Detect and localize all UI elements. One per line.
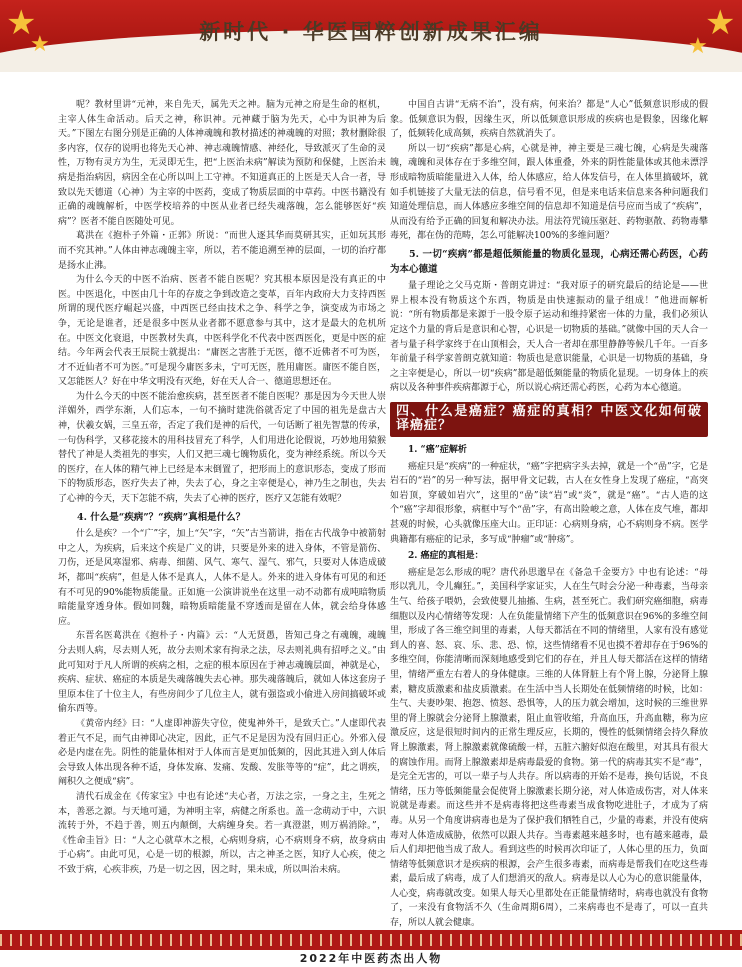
footer-text: 2022年中医药杰出人物 [299, 952, 443, 965]
paragraph: 癌症只是“疾病”的一种症状，“癌”字把病字头去掉，就是一个“嵒”字，它是岩石的“岩”的另一种写法，据甲骨文记载，古人在女性身上发现了癌症，“高突如岩顶，穿破如岩穴”，这里的“嵒”读“岩”或“炎”，就是“癌”。“古人造的这个“癌”字却很形象，病框中写个“嵒”字，有高出险峻之意，人体在皮气堆，都却甚观的时候，心头就像压座大山。正印证：心病则身病，心不病则身不病。医学典籍都有癌症的记录，多写成“肿瘤”或“肿疡”。 [390, 461, 708, 545]
question-heading: 5. 一切“疾病”都是超低频能量的物质化显现，心病还需心药医，心药为本心德道 [390, 248, 708, 275]
paragraph: 中国自古讲“无病不治”，没有病，何来治？都是“人心”低频意识形成的假象。低频意识为假，因缘生灭，所以低频意识形成的疾病也是假象，因缘化解了，低频转化成高频，疾病自然就消失了。 [390, 100, 708, 140]
paragraph: 《黄帝内经》曰：“人虚即神游失守位，使鬼神外干，是致夭亡。”人虚即代表着正气不足，而气由神即心决定，因此，正气不足是因为没有回归正心。外邪入侵必是内虚在先。阴性的能量体相对于人体而言是更加低频的，因此其进入到人体后会导致人体出现各种不适，身体发麻、发痛、发酸、发胀等等的“症”，此之谓疾，阐积久之便成“病”。 [58, 718, 386, 788]
star-icon: ★ [705, 3, 736, 43]
paragraph: 量子理论之父马克斯・普朗克讲过：“我对原子的研究最后的结论是——世界上根本没有物质这个东西，物质是由快速振动的量子组成！”他进而解析说：“所有物质都是来源于一股令原子运动和维持紧密一体的力量，我们必须认定这个力量的背后是意识和心智，心识是一切物质的基础。”就像中国的天人合一者与量子科学家终于在山顶相会，天人合一者却在那里静静等候几千年。一百多年前量子科学家普朗克就知道：物质也是意识能量，心识是一切物质的基础，身之主宰便是心，所以一切“疾病”都是超低频能量的物质化显现。一切身体上的疾病以及各种事件疾病都源于心，所以说心病还需心药医，心药为本心德道。 [390, 281, 708, 394]
header-banner [0, 0, 742, 72]
page-title: 新时代 · 华医国粹创新成果汇编 [199, 20, 543, 44]
left-column [58, 98, 386, 877]
section-heading: 四、什么是癌症？癌症的真相？中医文化如何破译癌症？ [390, 402, 708, 437]
paragraph: 所以一切“疾病”都是心病，心就是神，神主要是三魂七魄，心病是失魂落魄，魂魄和灵体存在于多维空间，跟人体重叠，外来的阴性能量体或其他未漂浮形成暗物质暗能量进入人体，给人体感应，给人体发信号，在人体里搞破坏，就如手机链接了大量无法的信息，信号看不见，但是来电话来信息来各种问题我们知道处理信息，而人体感应多维空间的信息却不知道是信号应而当成了“疾病”，从而没有给予正确的回复和解决办法。用法符咒镜压驱赶、药物驱散、药物毒攀毒死，都在伪的范畴，怎么可能解决100%的多维问题？ [390, 143, 708, 242]
paragraph: 为什么今天的中医不能治愈疾病，甚至医者不能自医呢？那是因为今天世人崇洋媚外，西学东渐，人们忘本，一句不摘时建洗俗就否定了中国的祖先是盘古大神，伏羲女娲，三皇五帝，否定了我们是神的后代，一句话断了祖先智慧的传承，一句伪科学，又移花接木的用科技冒充了科学，人们用进化论假说，巧妙地用猿猴替代了神是人类祖先的事实，人们又把三魂七魄物质化，变为神经系统。所以今天的医疗，在人体的精气神上已经是本末倒置了，把形而上的意识形态，变成了形而下的物质形态，医疗失去了神，失去了心，身之主宰便是心，神乃生之制也，失去了心神的今天，天下怎能不病，失去了心神的医疗，医疗又怎能有效呢？ [58, 391, 386, 505]
star-icon: ★ [30, 32, 50, 57]
paragraph: 呢？教材里讲“元神，来自先天，属先天之神。脑为元神之府是生命的枢机，主宰人体生命活动。后天之神，称识神。元神藏于脑为先天，心中为识神为后天。”下图左右图分别是正确的人体神魂魄和教材描述的神魂魄的对照；教材删除很多内容，仅存的说明也将先天心神、神志魂魄情感、神经化，导致派灭了生命的灵性，万物有灵方为生，无灵即无生，把“上医治未病”解读为预防和保健，上医治未病是指治病因，病因全在心所以叫上工守神。不知道真正的上医是天人合一者，导致以先天德道（心神）为主宰的中医药，变成了物质层面的中草药。中医书籍没有正确的魂魄解析，中医学校培养的中医从业者已经失魂落魄，怎么能够医好“疾病”？医者不能自医随处可见。 [58, 100, 386, 227]
paragraph: 为什么今天的中医不治病、医者不能自医呢？究其根本原因是没有真正的中医。中医退化，中医由几十年的存废之争到改造之变革，百年内政府大力支持西医所谓的现代医疗崛起兴盛，中西医已经由技术之争、科学之争，演变成为市场之争，无论是谁者，还是很多中医从业者都不愿意参与其中，这才是最大的危机所在。中医文化衰退，中医教材失真，中医科学化不代表中医西医化，更是中医的症结。今年两会代表王辰院士就提出：“庸医之害胜于无医，德不近佛者不可为医，才不近仙者不可为医。”可是现今庸医多未，宁可无医，胜用庸医。庸医不能自医，又怎能医人？好在中华文明没有灭绝，好在天人合一、德道思想还在。 [58, 275, 386, 388]
paragraph: 葛洪在《抱朴子外篇・正郭》所说：“而世人逐其华而莫研其实，正如玩其形而不究其神。”人体由神志魂魄主宰，所以，若不能追溯至神的层面，一切的治疗都是扬水止沸。 [58, 231, 386, 271]
right-column [390, 98, 708, 931]
subheading: 2. 癌症的真相是： [408, 551, 484, 562]
paragraph: 癌症是怎么形成的呢？唐代孙思邈早在《备急千金要方》中也有论述：“母形以乳儿，令儿癫狂。”，美国科学家证实，人在生气时会分泌一种毒素，当母亲生气、给孩子喂奶，会致使婴儿抽搐、生病，甚至死亡。我们研究癌细胞，病毒细胞以及内心情绪等发现：人在负能量情绪下产生的低频意识在96%的多维空间里，形成了各三维空间里的毒素，人每天都活在不同的情绪里，人家有没有感觉到人的喜、怒、哀、乐、悲、恐、惊，这些情绪看不见也摸不着却存在于96%的多维空间，你能清晰而深刻地感受到它们的存在，并且人每天都活在这样的情绪里，情绪严重左右着人的身体健康。三维的人体肾脏上有个肾上腺，分泌肾上腺素，糖皮质激素和盐皮质激素。在生活中当人长期处在低频情绪的时候，比如：生气、夫妻吵架、抱怨、愤怒、恐惧等，人的压力就会增加，这时候的三维世界里的肾上腺就会分泌肾上腺激素，阻止血管收缩，升高血压，升高血糖，称为应激反应，这是很短时间内的正常生理反应，长期的，慢性的低频情绪会持久释放肾上腺激素，肾上腺激素就像硫酸一样，五脏六腑好似泡在酸里，对其具有很大的腐蚀作用。而肾上腺激素却是病毒最爱的食物。第一代的病毒其实不是“毒”，是完全无害的，可以一辈子与人共存。所以病毒的开始不是毒，换句话说，不良情绪，压力等低频能量会促使肾上腺激素长期分泌，对人体造成伤害，对人体来说就是毒素。而这些并不是病毒将把这些毒素当成食物吃进肚子，才成为了病毒。从另一个角度讲病毒也是为了保护我们牺牲自己，少量的毒素，并没有使病毒对人体造成威胁，依然可以跟人共存。当毒素越来越多时，也有越来越毒，最后人们却把他当成了敌人。看到这些的时候再次印证了，人体心里的压力，负面情绪等低频意识才是疾病的根源，会产生很多毒素，而病毒是帮我们在吃这些毒素，最后成了病毒，成了人们想消灭的敌人。病毒是以人心为心的意识能量体，人心变，病毒就改变。如果人每天心里都处在正能量情绪时，病毒也就没有食物了，一来没有食物活不久（生命周期6周），二来病毒也不是毒了，可以一直共存，所以人就会健康。 [390, 567, 708, 929]
star-icon: ★ [6, 3, 37, 43]
star-icon: ★ [688, 34, 708, 59]
question-heading: 4. 什么是“疾病”？“疾病”真相是什么？ [77, 511, 246, 523]
paragraph: 清代石成金在《传家宝》中也有论述“夫心者，万法之宗，一身之主，生死之本，善恶之源。与天地可通，为神明主宰，病健之所系也。盖一念萌动于中，六识流转于外，不趋于善，则五内颠倒，大病缠身矣。若一真澄湛，则万祸消除。”，《性命圭旨》日：“人之心就草木之根，心病则身病，心不病则身不病，故身病由于心病”。由此可见，心是一切的根源，所以，古之神圣之医，知疗人心疾，使之不致于病，心疾非疾，乃是一切之因，因之时，果未成，所以叫治未病。 [58, 791, 386, 875]
paragraph: 什么是疾？一个“广”字，加上“矢”字，“矢”古当箭讲，指在古代战争中被箭射中之人，为疾病，后来这个疾是广义的讲，只要是外来的进入身体，不管是箭伤、刀伤，还是风寒湿邪、病毒、细菌、风气、寒气、湿气、邪气，只要对人体造成破坏，都叫“疾病”，但是人体不是真人，人体不是人。外来的进入身体有可见的和还有不可见的90%能物质能量。正如施一公演讲说坐在这里一动不动都有成吨暗物质暗能量穿透身体。假如同魏，暗物质暗能量不穿透而是留在人体，就会给身体感应。 [58, 529, 386, 627]
subheading: 1. “癌”症解析 [408, 445, 467, 456]
paragraph: 东晋名医葛洪在《抱朴子・内篇》云：“人无贤愚，皆知己身之有魂魄，魂魄分去则人病，尽去则人死，故分去则术家有拘录之法，尽去则礼典有招呼之义。”由此可知对于凡人所谓的疾病之相，之症的根本原因在于神志魂魄层面，神就是心，疾病、症状、癌症的本质是失魂落魄失去心神。那失魂落魄后，就如人体这套房子里原本住了十位主人，有些房间少了几位主人，就有强盗或小偷进入房间搞破坏或偷东西等。 [58, 631, 386, 715]
footer-border [0, 930, 742, 950]
footer-pattern [0, 934, 742, 946]
